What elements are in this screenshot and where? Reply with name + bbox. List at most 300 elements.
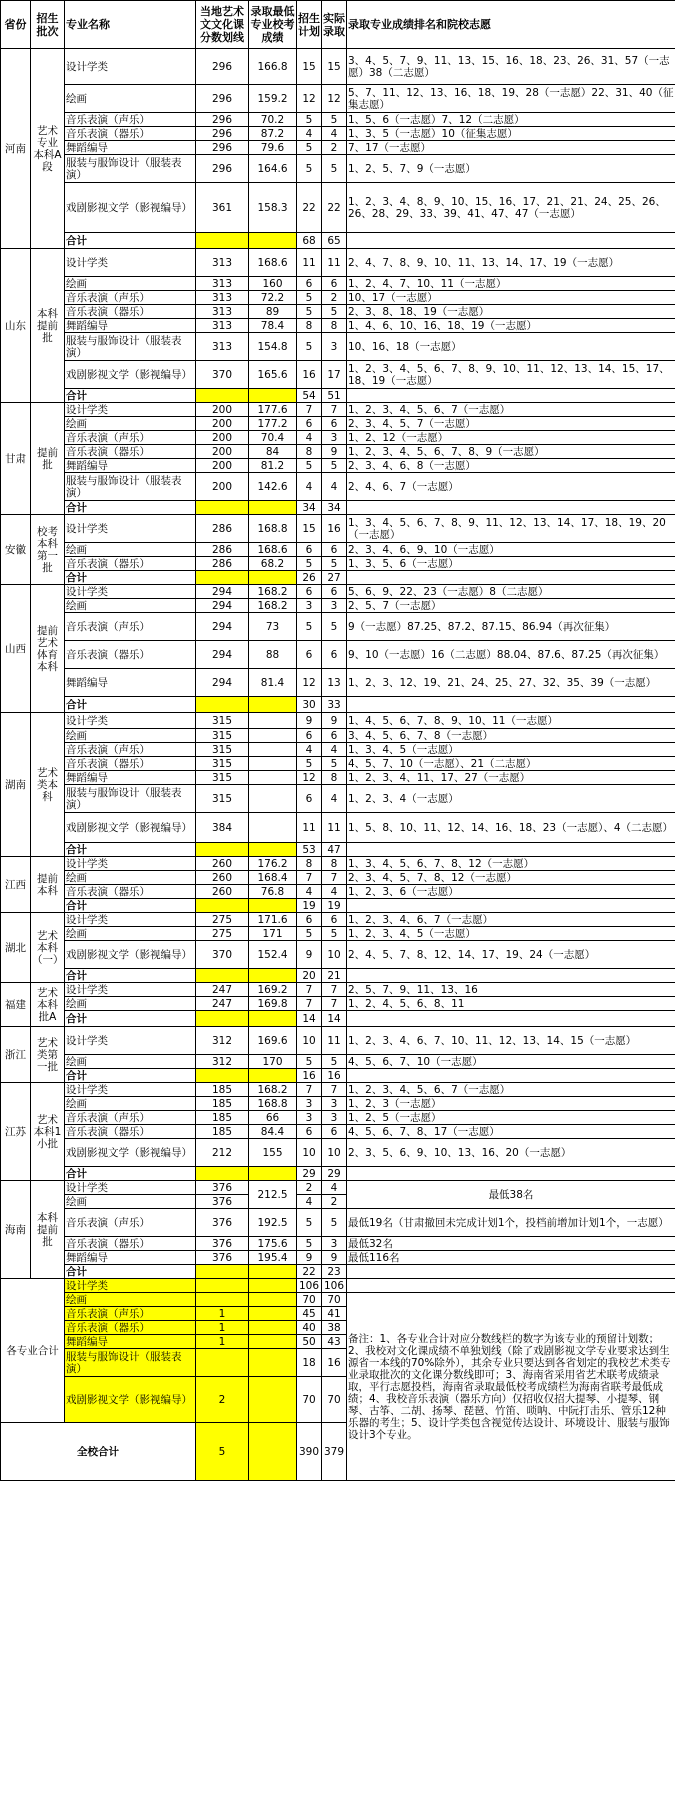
min-score: 66	[249, 1111, 297, 1125]
culture-line: 185	[196, 1083, 249, 1097]
admitted-count: 43	[322, 1335, 347, 1349]
table-row	[1, 1139, 675, 1167]
remarks-note: 备注：1、各专业合计对应分数线栏的数字为该专业的预留计划数；2、我校对文化课成绩不单独划线（除了戏剧影视文学专业要求达到生源省一本线的70%除外），其余专业只要达到各省划定的我校艺术类专业录取批次的文化课分数线即可；3、海南省采用省艺术联考成绩录取，平行志愿投档，海南省录取最低校考成绩栏为海南省联考最低成绩；4、我校音乐表演（器乐方向）仅招收仅招大提琴、小提琴、钢琴、古筝、二胡、扬琴、琵琶、竹笛、唢呐、中阮打击乐、管乐12种乐器的考生；5、设计学类包含视觉传达设计、环境设计、服装与服饰设计3个专业。	[347, 1293, 675, 1481]
culture-line: 315	[196, 785, 249, 813]
major-name: 绘画	[65, 871, 196, 885]
table-row	[1, 785, 675, 813]
subtotal-admitted: 47	[322, 843, 347, 857]
admitted-count: 3	[322, 599, 347, 613]
major-name: 音乐表演（器乐）	[65, 641, 196, 669]
table-row	[1, 885, 675, 899]
ranking-cell: 4、5、6、7、10（一志愿）	[347, 1055, 675, 1069]
subtotal-admitted: 14	[322, 1011, 347, 1027]
batch-cell: 本科提前批	[31, 249, 65, 403]
plan-count: 50	[297, 1335, 322, 1349]
plan-count: 12	[297, 85, 322, 113]
major-name: 音乐表演（声乐）	[65, 613, 196, 641]
major-name: 音乐表演（声乐）	[65, 431, 196, 445]
major-name: 设计学类	[65, 913, 196, 927]
ranking-cell: 4、5、6、7、8、17（一志愿）	[347, 1125, 675, 1139]
plan-count: 5	[297, 333, 322, 361]
subtotal-row	[1, 389, 675, 403]
culture-line: 313	[196, 277, 249, 291]
admitted-count: 8	[322, 319, 347, 333]
plan-count: 16	[297, 361, 322, 389]
major-name: 舞蹈编导	[65, 459, 196, 473]
min-score: 177.6	[249, 403, 297, 417]
min-score: 168.6	[249, 249, 297, 277]
admitted-count: 4	[322, 743, 347, 757]
subtotal-label: 合计	[65, 969, 196, 983]
subtotal-ranking-blank	[347, 969, 675, 983]
subtotal-admitted: 33	[322, 697, 347, 713]
header-plan: 招生计划	[297, 1, 322, 49]
batch-cell: 艺术本科1小批	[31, 1083, 65, 1181]
plan-count: 40	[297, 1321, 322, 1335]
ranking-cell: 2、3、4、6、9、10（一志愿）	[347, 543, 675, 557]
province-cell: 甘肃	[1, 403, 31, 515]
admitted-count: 5	[322, 305, 347, 319]
culture-line: 315	[196, 729, 249, 743]
plan-count: 6	[297, 785, 322, 813]
table-row	[1, 305, 675, 319]
admitted-count: 2	[322, 1195, 347, 1209]
table-row	[1, 585, 675, 599]
grand-total-min-blank	[249, 1423, 297, 1481]
subtotal-plan: 22	[297, 1265, 322, 1279]
province-cell: 山西	[1, 585, 31, 713]
plan-count: 9	[297, 941, 322, 969]
ranking-cell: 3、4、5、6、7、8（一志愿）	[347, 729, 675, 743]
min-score-blank	[249, 1279, 297, 1293]
ranking-cell: 2、4、6、7（一志愿）	[347, 473, 675, 501]
culture-line: 313	[196, 333, 249, 361]
ranking-cell: 5、7、11、12、13、16、18、19、28（一志愿）22、31、40（征集志愿）	[347, 85, 675, 113]
admitted-count: 5	[322, 1055, 347, 1069]
admitted-count: 11	[322, 249, 347, 277]
plan-count: 4	[297, 127, 322, 141]
admitted-count: 6	[322, 913, 347, 927]
province-cell: 海南	[1, 1181, 31, 1279]
subtotal-label: 合计	[65, 843, 196, 857]
admitted-count: 9	[322, 1251, 347, 1265]
major-name: 绘画	[65, 85, 196, 113]
table-row	[1, 613, 675, 641]
school-totals-label: 各专业合计	[1, 1279, 65, 1423]
plan-count: 6	[297, 641, 322, 669]
min-score: 165.6	[249, 361, 297, 389]
ranking-cell: 9（一志愿）87.25、87.2、87.15、86.94（再次征集）	[347, 613, 675, 641]
table-row	[1, 599, 675, 613]
subtotal-admitted: 65	[322, 233, 347, 249]
admitted-count: 10	[322, 1139, 347, 1167]
culture-line: 296	[196, 113, 249, 127]
subtotal-ranking-blank	[347, 571, 675, 585]
major-name: 戏剧影视文学（影视编导）	[65, 361, 196, 389]
min-score: 171.6	[249, 913, 297, 927]
major-name: 服装与服饰设计（服装表演）	[65, 785, 196, 813]
culture-line: 185	[196, 1125, 249, 1139]
batch-cell: 本科提前批	[31, 1181, 65, 1279]
subtotal-plan: 14	[297, 1011, 322, 1027]
subtotal-admitted: 34	[322, 501, 347, 515]
min-score: 81.4	[249, 669, 297, 697]
subtotal-admitted: 27	[322, 571, 347, 585]
table-row	[1, 857, 675, 871]
major-name: 戏剧影视文学（影视编导）	[65, 941, 196, 969]
ranking-cell: 1、2、3、4、5（一志愿）	[347, 927, 675, 941]
table-row	[1, 141, 675, 155]
table-row	[1, 473, 675, 501]
reserved-plan: 1	[196, 1335, 249, 1349]
ranking-cell: 2、3、4、6、8（一志愿）	[347, 459, 675, 473]
subtotal-min-blank	[249, 233, 297, 249]
ranking-cell: 1、2、3、4、5、6、7、8、9、10、11、12、13、14、15、17、18、19（一志愿）	[347, 361, 675, 389]
min-score: 76.8	[249, 885, 297, 899]
major-name: 服装与服饰设计（服装表演）	[65, 155, 196, 183]
table-row	[1, 155, 675, 183]
subtotal-ranking-blank	[347, 389, 675, 403]
plan-count: 4	[297, 743, 322, 757]
table-row	[1, 913, 675, 927]
major-name: 舞蹈编导	[65, 771, 196, 785]
ranking-cell: 2、3、4、5、7（一志愿）	[347, 417, 675, 431]
subtotal-plan: 68	[297, 233, 322, 249]
subtotal-label: 合计	[65, 389, 196, 403]
subtotal-min-blank	[249, 1069, 297, 1083]
plan-count: 8	[297, 319, 322, 333]
ranking-cell: 1、5、6（一志愿）7、12（二志愿）	[347, 113, 675, 127]
subtotal-ranking-blank	[347, 233, 675, 249]
subtotal-label: 合计	[65, 501, 196, 515]
table-row	[1, 1027, 675, 1055]
major-name: 绘画	[65, 1055, 196, 1069]
major-name: 设计学类	[65, 515, 196, 543]
subtotal-ranking-blank	[347, 899, 675, 913]
culture-line: 376	[196, 1237, 249, 1251]
admitted-count: 16	[322, 515, 347, 543]
ranking-cell: 2、3、8、18、19（一志愿）	[347, 305, 675, 319]
major-name: 绘画	[65, 997, 196, 1011]
culture-line: 247	[196, 997, 249, 1011]
grand-total-admitted: 379	[322, 1423, 347, 1481]
admitted-count: 3	[322, 1237, 347, 1251]
culture-line: 376	[196, 1251, 249, 1265]
batch-cell: 艺术类第一批	[31, 1027, 65, 1083]
header-batch: 招生批次	[31, 1, 65, 49]
plan-count: 5	[297, 141, 322, 155]
ranking-cell: 1、2、3、4、8、9、10、15、16、17、21、21、24、25、26、26、28、29、33、39、41、47、47（一志愿）	[347, 183, 675, 233]
subtotal-admitted: 21	[322, 969, 347, 983]
admitted-count: 6	[322, 277, 347, 291]
batch-cell: 艺术本科（一）	[31, 913, 65, 983]
subtotal-culture-blank	[196, 843, 249, 857]
min-score-blank	[249, 1307, 297, 1321]
grand-total-label: 全校合计	[1, 1423, 196, 1481]
province-cell: 江苏	[1, 1083, 31, 1181]
subtotal-culture-blank	[196, 389, 249, 403]
major-name: 绘画	[65, 729, 196, 743]
min-score: 168.6	[249, 543, 297, 557]
min-score-blank	[249, 1321, 297, 1335]
admitted-count: 15	[322, 49, 347, 85]
table-row	[1, 445, 675, 459]
header-major: 专业名称	[65, 1, 196, 49]
min-score: 84	[249, 445, 297, 459]
grand-total-reserved: 5	[196, 1423, 249, 1481]
culture-line: 315	[196, 743, 249, 757]
major-name: 舞蹈编导	[65, 319, 196, 333]
table-row	[1, 319, 675, 333]
major-name: 设计学类	[65, 403, 196, 417]
subtotal-min-blank	[249, 1011, 297, 1027]
admitted-count: 6	[322, 417, 347, 431]
table-row	[1, 1125, 675, 1139]
table-row	[1, 1181, 675, 1195]
subtotal-plan: 54	[297, 389, 322, 403]
min-score: 212.5	[249, 1181, 297, 1209]
major-name: 音乐表演（器乐）	[65, 885, 196, 899]
table-row	[1, 49, 675, 85]
table-row	[1, 941, 675, 969]
subtotal-min-blank	[249, 501, 297, 515]
subtotal-admitted: 19	[322, 899, 347, 913]
ranking-cell: 最低19名（甘肃撤回未完成计划1个，投档前增加计划1个，一志愿）	[347, 1209, 675, 1237]
ranking-cell: 最低32名	[347, 1237, 675, 1251]
plan-count: 7	[297, 983, 322, 997]
ranking-cell: 1、2、3、4（一志愿）	[347, 785, 675, 813]
plan-count: 11	[297, 249, 322, 277]
admitted-count: 9	[322, 713, 347, 729]
ranking-cell: 4、5、7、10（一志愿）、21（二志愿）	[347, 757, 675, 771]
admitted-count: 8	[322, 771, 347, 785]
province-cell: 河南	[1, 49, 31, 249]
min-score: 81.2	[249, 459, 297, 473]
culture-line: 200	[196, 445, 249, 459]
batch-cell: 艺术本科批A	[31, 983, 65, 1027]
min-score: 169.6	[249, 1027, 297, 1055]
major-name: 设计学类	[65, 49, 196, 85]
plan-count: 5	[297, 291, 322, 305]
culture-line: 294	[196, 613, 249, 641]
subtotal-label: 合计	[65, 1167, 196, 1181]
table-row	[1, 871, 675, 885]
culture-line: 200	[196, 403, 249, 417]
table-row	[1, 757, 675, 771]
major-name: 设计学类	[65, 585, 196, 599]
admitted-count: 5	[322, 557, 347, 571]
min-score: 155	[249, 1139, 297, 1167]
major-name: 服装与服饰设计（服装表演）	[65, 333, 196, 361]
subtotal-row	[1, 233, 675, 249]
min-score: 79.6	[249, 141, 297, 155]
subtotal-min-blank	[249, 571, 297, 585]
plan-count: 7	[297, 997, 322, 1011]
culture-line: 315	[196, 713, 249, 729]
table-row	[1, 543, 675, 557]
plan-count: 3	[297, 1097, 322, 1111]
batch-cell: 艺术专业本科A段	[31, 49, 65, 249]
major-name: 音乐表演（器乐）	[65, 757, 196, 771]
admitted-count: 7	[322, 997, 347, 1011]
table-row	[1, 557, 675, 571]
header-row	[1, 1, 675, 49]
major-name: 音乐表演（器乐）	[65, 305, 196, 319]
subtotal-culture-blank	[196, 969, 249, 983]
plan-count: 5	[297, 155, 322, 183]
culture-line: 370	[196, 361, 249, 389]
plan-count: 3	[297, 599, 322, 613]
ranking-cell: 1、3、4、5、6、7、8、9、11、12、13、14、17、18、19、20（一志愿）	[347, 515, 675, 543]
table-row	[1, 1237, 675, 1251]
plan-count: 4	[297, 885, 322, 899]
culture-line: 286	[196, 557, 249, 571]
major-name: 绘画	[65, 1097, 196, 1111]
major-name: 绘画	[65, 599, 196, 613]
culture-line: 294	[196, 599, 249, 613]
admitted-count: 6	[322, 729, 347, 743]
subtotal-culture-blank	[196, 501, 249, 515]
culture-line: 275	[196, 927, 249, 941]
subtotal-plan: 20	[297, 969, 322, 983]
subtotal-row	[1, 1167, 675, 1181]
major-name: 绘画	[65, 927, 196, 941]
subtotal-ranking-blank	[347, 843, 675, 857]
culture-line: 200	[196, 417, 249, 431]
subtotal-culture-blank	[196, 571, 249, 585]
table-row	[1, 361, 675, 389]
plan-count: 70	[297, 1293, 322, 1307]
ranking-cell: 1、2、4、5、6、8、11	[347, 997, 675, 1011]
culture-line: 247	[196, 983, 249, 997]
ranking-cell: 1、4、6、10、16、18、19（一志愿）	[347, 319, 675, 333]
culture-line: 376	[196, 1209, 249, 1237]
culture-line: 200	[196, 459, 249, 473]
min-score: 68.2	[249, 557, 297, 571]
plan-count: 15	[297, 515, 322, 543]
major-name: 绘画	[65, 417, 196, 431]
subtotal-admitted: 16	[322, 1069, 347, 1083]
table-row	[1, 743, 675, 757]
min-score: 168.8	[249, 515, 297, 543]
subtotal-row	[1, 697, 675, 713]
major-name: 设计学类	[65, 983, 196, 997]
subtotal-ranking-blank	[347, 1069, 675, 1083]
culture-line: 296	[196, 85, 249, 113]
ranking-cell: 10、17（一志愿）	[347, 291, 675, 305]
major-name: 设计学类	[65, 249, 196, 277]
header-ranking: 录取专业成绩排名和院校志愿	[347, 1, 675, 49]
ranking-cell: 1、3、4、5、6、7、8、12（一志愿）	[347, 857, 675, 871]
admitted-count: 7	[322, 403, 347, 417]
ranking-cell: 2、3、5、6、9、10、13、16、20（一志愿）	[347, 1139, 675, 1167]
subtotal-label: 合计	[65, 1265, 196, 1279]
batch-cell: 提前本科	[31, 857, 65, 913]
plan-count: 5	[297, 557, 322, 571]
batch-cell: 艺术类本科	[31, 713, 65, 857]
admitted-count: 70	[322, 1377, 347, 1423]
ranking-cell: 1、2、3、4、5、6、7（一志愿）	[347, 1083, 675, 1097]
culture-line: 296	[196, 127, 249, 141]
admitted-count: 12	[322, 85, 347, 113]
ranking-cell: 2、5、7、9、11、13、16	[347, 983, 675, 997]
culture-line: 376	[196, 1195, 249, 1209]
plan-count: 6	[297, 543, 322, 557]
subtotal-culture-blank	[196, 697, 249, 713]
admitted-count: 5	[322, 459, 347, 473]
admitted-count: 8	[322, 857, 347, 871]
subtotal-label: 合计	[65, 697, 196, 713]
plan-count: 5	[297, 1237, 322, 1251]
major-name: 音乐表演（器乐）	[65, 557, 196, 571]
table-row	[1, 291, 675, 305]
ranking-cell: 1、2、3、4、5、6、7（一志愿）	[347, 403, 675, 417]
major-name: 音乐表演（声乐）	[65, 1209, 196, 1237]
min-score: 70.4	[249, 431, 297, 445]
ranking-cell: 1、2、3、12、19、21、24、25、27、32、35、39（一志愿）	[347, 669, 675, 697]
culture-line: 315	[196, 771, 249, 785]
table-row	[1, 459, 675, 473]
table-row	[1, 1097, 675, 1111]
plan-count: 70	[297, 1377, 322, 1423]
major-name: 舞蹈编导	[65, 669, 196, 697]
subtotal-ranking-blank	[347, 1265, 675, 1279]
province-cell: 湖北	[1, 913, 31, 983]
culture-line: 361	[196, 183, 249, 233]
culture-line: 313	[196, 305, 249, 319]
admitted-count: 106	[322, 1279, 347, 1293]
reserved-plan	[196, 1279, 249, 1293]
subtotal-plan: 53	[297, 843, 322, 857]
min-score: 78.4	[249, 319, 297, 333]
ranking-cell: 1、2、3、4、11、17、27（一志愿）	[347, 771, 675, 785]
province-cell: 湖南	[1, 713, 31, 857]
ranking-cell: 最低116名	[347, 1251, 675, 1265]
min-score: 192.5	[249, 1209, 297, 1237]
min-score: 195.4	[249, 1251, 297, 1265]
admitted-count: 3	[322, 431, 347, 445]
admitted-count: 17	[322, 361, 347, 389]
culture-line: 185	[196, 1111, 249, 1125]
min-score	[249, 771, 297, 785]
major-name: 音乐表演（声乐）	[65, 291, 196, 305]
reserved-plan	[196, 1293, 249, 1307]
table-row	[1, 1055, 675, 1069]
min-score: 170	[249, 1055, 297, 1069]
major-name: 设计学类	[65, 1279, 196, 1293]
subtotal-min-blank	[249, 899, 297, 913]
subtotal-plan: 34	[297, 501, 322, 515]
min-score	[249, 785, 297, 813]
major-name: 舞蹈编导	[65, 141, 196, 155]
plan-count: 4	[297, 473, 322, 501]
admitted-count: 3	[322, 333, 347, 361]
subtotal-culture-blank	[196, 233, 249, 249]
plan-count: 5	[297, 927, 322, 941]
table-row	[1, 417, 675, 431]
plan-count: 5	[297, 1209, 322, 1237]
major-name: 绘画	[65, 277, 196, 291]
major-name: 音乐表演（器乐）	[65, 1237, 196, 1251]
admitted-count: 5	[322, 113, 347, 127]
table-row	[1, 127, 675, 141]
plan-count: 7	[297, 1083, 322, 1097]
plan-count: 7	[297, 871, 322, 885]
table-row	[1, 277, 675, 291]
admitted-count: 4	[322, 127, 347, 141]
ranking-cell: 2、4、5、7、8、12、14、17、19、24（一志愿）	[347, 941, 675, 969]
min-score: 168.2	[249, 585, 297, 599]
